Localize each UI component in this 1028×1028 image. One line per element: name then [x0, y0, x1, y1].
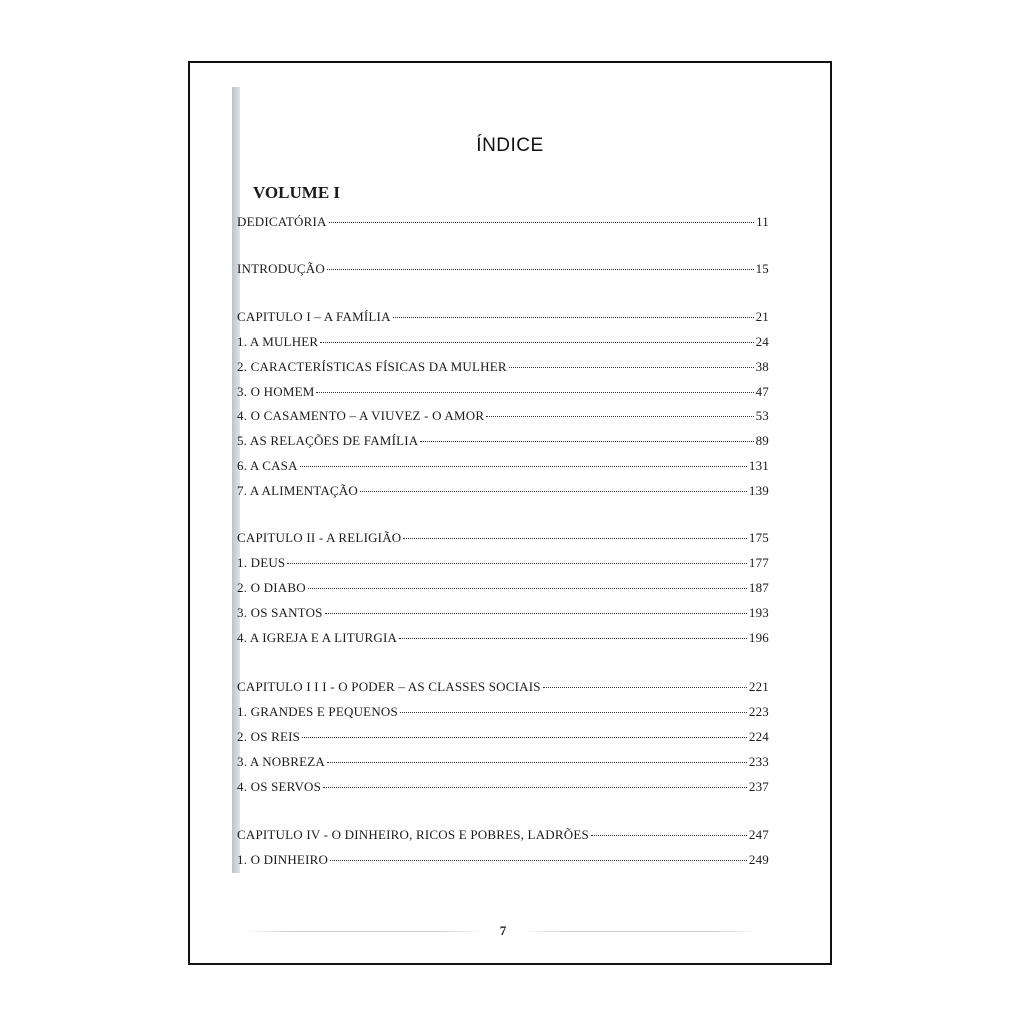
toc-entry-page: 237 — [748, 779, 769, 794]
book-page — [188, 61, 832, 965]
toc-entry — [237, 753, 769, 771]
toc-entry-label: 4. OS SERVOS — [237, 779, 322, 794]
toc-entry-page: 47 — [755, 384, 769, 399]
toc-entry-label: INTRODUÇÃO — [237, 261, 325, 276]
toc-entry-page: 89 — [755, 433, 769, 448]
toc-entry — [237, 851, 769, 869]
toc-entry-page: 15 — [755, 261, 769, 276]
toc-entry-page: 175 — [748, 530, 769, 545]
toc-entry-label: 2. OS REIS — [237, 729, 301, 744]
toc-entry — [237, 432, 769, 450]
toc-entry — [237, 604, 769, 622]
toc-entry-label: 5. AS RELAÇÕES DE FAMÍLIA — [237, 433, 419, 448]
toc-leader-dots — [400, 712, 747, 713]
toc-entry — [237, 457, 769, 475]
toc-entry — [237, 629, 769, 647]
toc-entry-label: 2. O DIABO — [237, 580, 306, 595]
page-footer — [246, 923, 760, 939]
toc-entry-page: 131 — [748, 458, 769, 473]
toc-entry-label: 4. A IGREJA E A LITURGIA — [237, 630, 398, 645]
toc-entry-label: 1. GRANDES E PEQUENOS — [237, 704, 398, 719]
toc-entry-label: 1. DEUS — [237, 555, 286, 570]
toc-entry-page: 21 — [755, 309, 769, 324]
toc-entry-label: 1. O DINHEIRO — [237, 852, 329, 867]
toc-leader-dots — [327, 269, 754, 270]
volume-heading: VOLUME I — [253, 183, 341, 202]
toc-leader-dots — [316, 392, 753, 393]
table-of-contents — [190, 63, 830, 963]
toc-entry — [237, 554, 769, 572]
toc-leader-dots — [323, 787, 747, 788]
toc-entry-label: 4. O CASAMENTO – A VIUVEZ - O AMOR — [237, 408, 485, 423]
toc-entry-page: 193 — [748, 605, 769, 620]
toc-leader-dots — [325, 613, 747, 614]
toc-entry — [237, 213, 769, 231]
footer-rule-right — [520, 931, 760, 932]
toc-entry-page: 11 — [756, 214, 769, 229]
toc-leader-dots — [320, 342, 753, 343]
toc-entry — [237, 728, 769, 746]
page-number: 7 — [499, 923, 507, 938]
toc-leader-dots — [360, 491, 747, 492]
toc-entry — [237, 260, 769, 278]
page-title: ÍNDICE — [476, 135, 544, 156]
toc-leader-dots — [287, 563, 747, 564]
toc-entry-label: CAPITULO II - A RELIGIÃO — [237, 530, 402, 545]
toc-leader-dots — [420, 441, 753, 442]
toc-entry-label: 3. OS SANTOS — [237, 605, 323, 620]
toc-entry — [237, 407, 769, 425]
toc-leader-dots — [543, 687, 747, 688]
toc-leader-dots — [302, 737, 747, 738]
toc-entry — [237, 703, 769, 721]
toc-leader-dots — [330, 860, 747, 861]
toc-entry — [237, 333, 769, 351]
toc-entry-page: 53 — [755, 408, 769, 423]
toc-entry-label: CAPITULO I I I - O PODER – AS CLASSES SOCIAIS — [237, 679, 541, 694]
toc-entry-label: CAPITULO I – A FAMÍLIA — [237, 309, 391, 324]
toc-leader-dots — [486, 416, 753, 417]
toc-entry-label: 7. A ALIMENTAÇÃO — [237, 483, 358, 498]
toc-entry-page: 177 — [748, 555, 769, 570]
toc-leader-dots — [327, 762, 747, 763]
toc-entry-label: 3. O HOMEM — [237, 384, 315, 399]
toc-entry-page: 24 — [755, 334, 769, 349]
toc-entry — [237, 482, 769, 500]
toc-entry-page: 187 — [748, 580, 769, 595]
toc-entry-page: 196 — [748, 630, 769, 645]
toc-entry — [237, 358, 769, 376]
toc-entry — [237, 678, 769, 696]
toc-entry-page: 38 — [755, 359, 769, 374]
toc-entry — [237, 308, 769, 326]
toc-entry-page: 223 — [748, 704, 769, 719]
toc-leader-dots — [393, 317, 754, 318]
footer-rule-left — [246, 931, 486, 932]
toc-entry-label: 2. CARACTERÍSTICAS FÍSICAS DA MULHER — [237, 359, 507, 374]
toc-entry-page: 224 — [748, 729, 769, 744]
toc-leader-dots — [591, 835, 747, 836]
toc-entry-page: 139 — [748, 483, 769, 498]
toc-entry — [237, 778, 769, 796]
toc-leader-dots — [403, 538, 746, 539]
toc-leader-dots — [308, 588, 747, 589]
toc-entry-label: DEDICATÓRIA — [237, 214, 327, 229]
toc-entry — [237, 383, 769, 401]
toc-entry-label: CAPITULO IV - O DINHEIRO, RICOS E POBRES, LADRÕES — [237, 827, 589, 842]
toc-entry-label: 6. A CASA — [237, 458, 298, 473]
toc-entry — [237, 529, 769, 547]
toc-entry-page: 233 — [748, 754, 769, 769]
toc-entry — [237, 826, 769, 844]
toc-leader-dots — [300, 466, 747, 467]
toc-entry-label: 3. A NOBREZA — [237, 754, 325, 769]
toc-entry-page: 249 — [748, 852, 769, 867]
toc-entry-page: 247 — [748, 827, 769, 842]
toc-entry-page: 221 — [748, 679, 769, 694]
toc-leader-dots — [399, 638, 747, 639]
toc-entry-label: 1. A MULHER — [237, 334, 319, 349]
toc-entry — [237, 579, 769, 597]
toc-leader-dots — [329, 222, 754, 223]
toc-leader-dots — [509, 367, 754, 368]
